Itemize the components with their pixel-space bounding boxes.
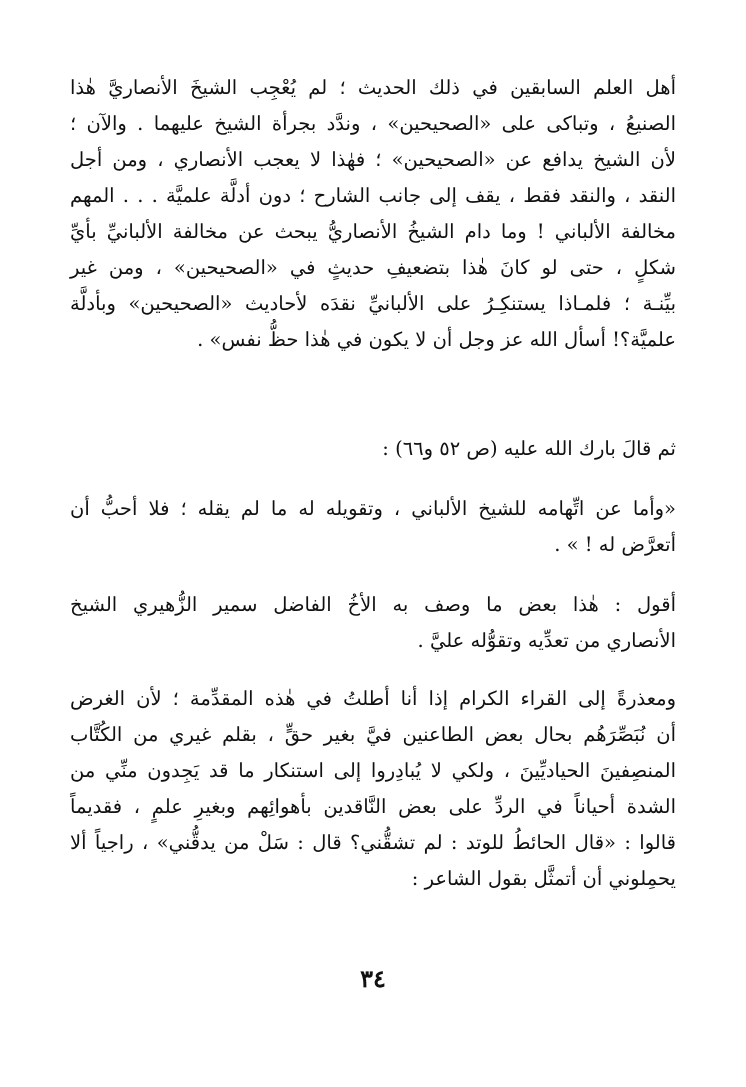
page-number: ٣٤ [360, 964, 386, 993]
text-line: علميَّة؟! أسأل الله عز وجل أن لا يكون في هٰذا حظُّ نفس» . [197, 328, 676, 351]
text-line: لأن الشيخ يدافع عن «الصحيحين» ؛ فهٰذا لا يعجب الأنصاري ، ومن أجل [70, 148, 676, 171]
text-line: النقد ، والنقد فقط ، يقف إلى جانب الشارح ؛ دون أدلَّة علميَّة . . . المهم [70, 184, 676, 207]
text-line: قالوا : «قال الحائطُ للوتد : لم تشقُّني؟ قال : سَلْ من يدقُّني» ، راجياً ألا [70, 831, 676, 854]
text-line: «وأما عن اتِّهامه للشيخ الألباني ، وتقويله له ما لم يقله ؛ فلا أحبُّ أن [70, 497, 676, 520]
text-line: ومعذرةً إلى القراء الكرام إذا أنا أطلتُ في هٰذه المقدِّمة ؛ لأن الغرض [70, 687, 676, 710]
text-line: الشدة أحياناً في الردِّ على بعض النَّاقدين بأهوائِهم وبغيرِ علمٍ ، فقديماً [70, 795, 676, 818]
paragraph-2 [70, 431, 676, 467]
paragraph-4 [70, 587, 676, 659]
text-line: أهل العلم السابقين في ذلك الحديث ؛ لم يُعْجِب الشيخَ الأنصاريَّ هٰذا [70, 76, 676, 99]
text-line: الصنيعُ ، وتباكى على «الصحيحين» ، وندَّد بجرأة الشيخ عليهما . والآن ؛ [70, 112, 676, 135]
text-line: أتعرَّض له ! » . [554, 533, 676, 556]
text-line: أقول : هٰذا بعض ما وصف به الأخُ الفاضل سمير الزُّهيري الشيخ [70, 593, 676, 616]
text-line: يحمِلوني أن أتمثَّل بقول الشاعر : [411, 867, 676, 890]
text-line: ثم قالَ بارك الله عليه (ص ٥٢ و٦٦) : [382, 437, 676, 460]
text-line: مخالفة الألباني ! وما دام الشيخُ الأنصاريُّ يبحث عن مخالفة الألبانيِّ بأيِّ [70, 220, 676, 243]
text-line: الأنصاري من تعدِّيه وتقوُّله عليَّ . [417, 629, 676, 652]
paragraph-5 [70, 681, 676, 897]
paragraph-3-quote [70, 491, 676, 563]
text-line: المنصِفينَ الحياديِّينَ ، ولكي لا يُبادِروا إلى استنكار ما قد يَجِدون منِّي من [70, 759, 676, 782]
paragraph-1 [70, 70, 676, 358]
text-line: شكلٍ ، حتى لو كانَ هٰذا بتضعيفِ حديثٍ في «الصحيحين» ، ومن غير [70, 256, 676, 279]
text-line: أن نُبَصِّرَهُم بحال بعض الطاعنين فيَّ بغير حقٍّ ، بقلم غيري من الكُتَّاب [70, 723, 676, 746]
text-line: بيِّنـة ؛ فلمـاذا يستنكِـرُ على الألبانيِّ نقدَه لأحاديث «الصحيحين» وبأدلَّة [70, 292, 676, 315]
